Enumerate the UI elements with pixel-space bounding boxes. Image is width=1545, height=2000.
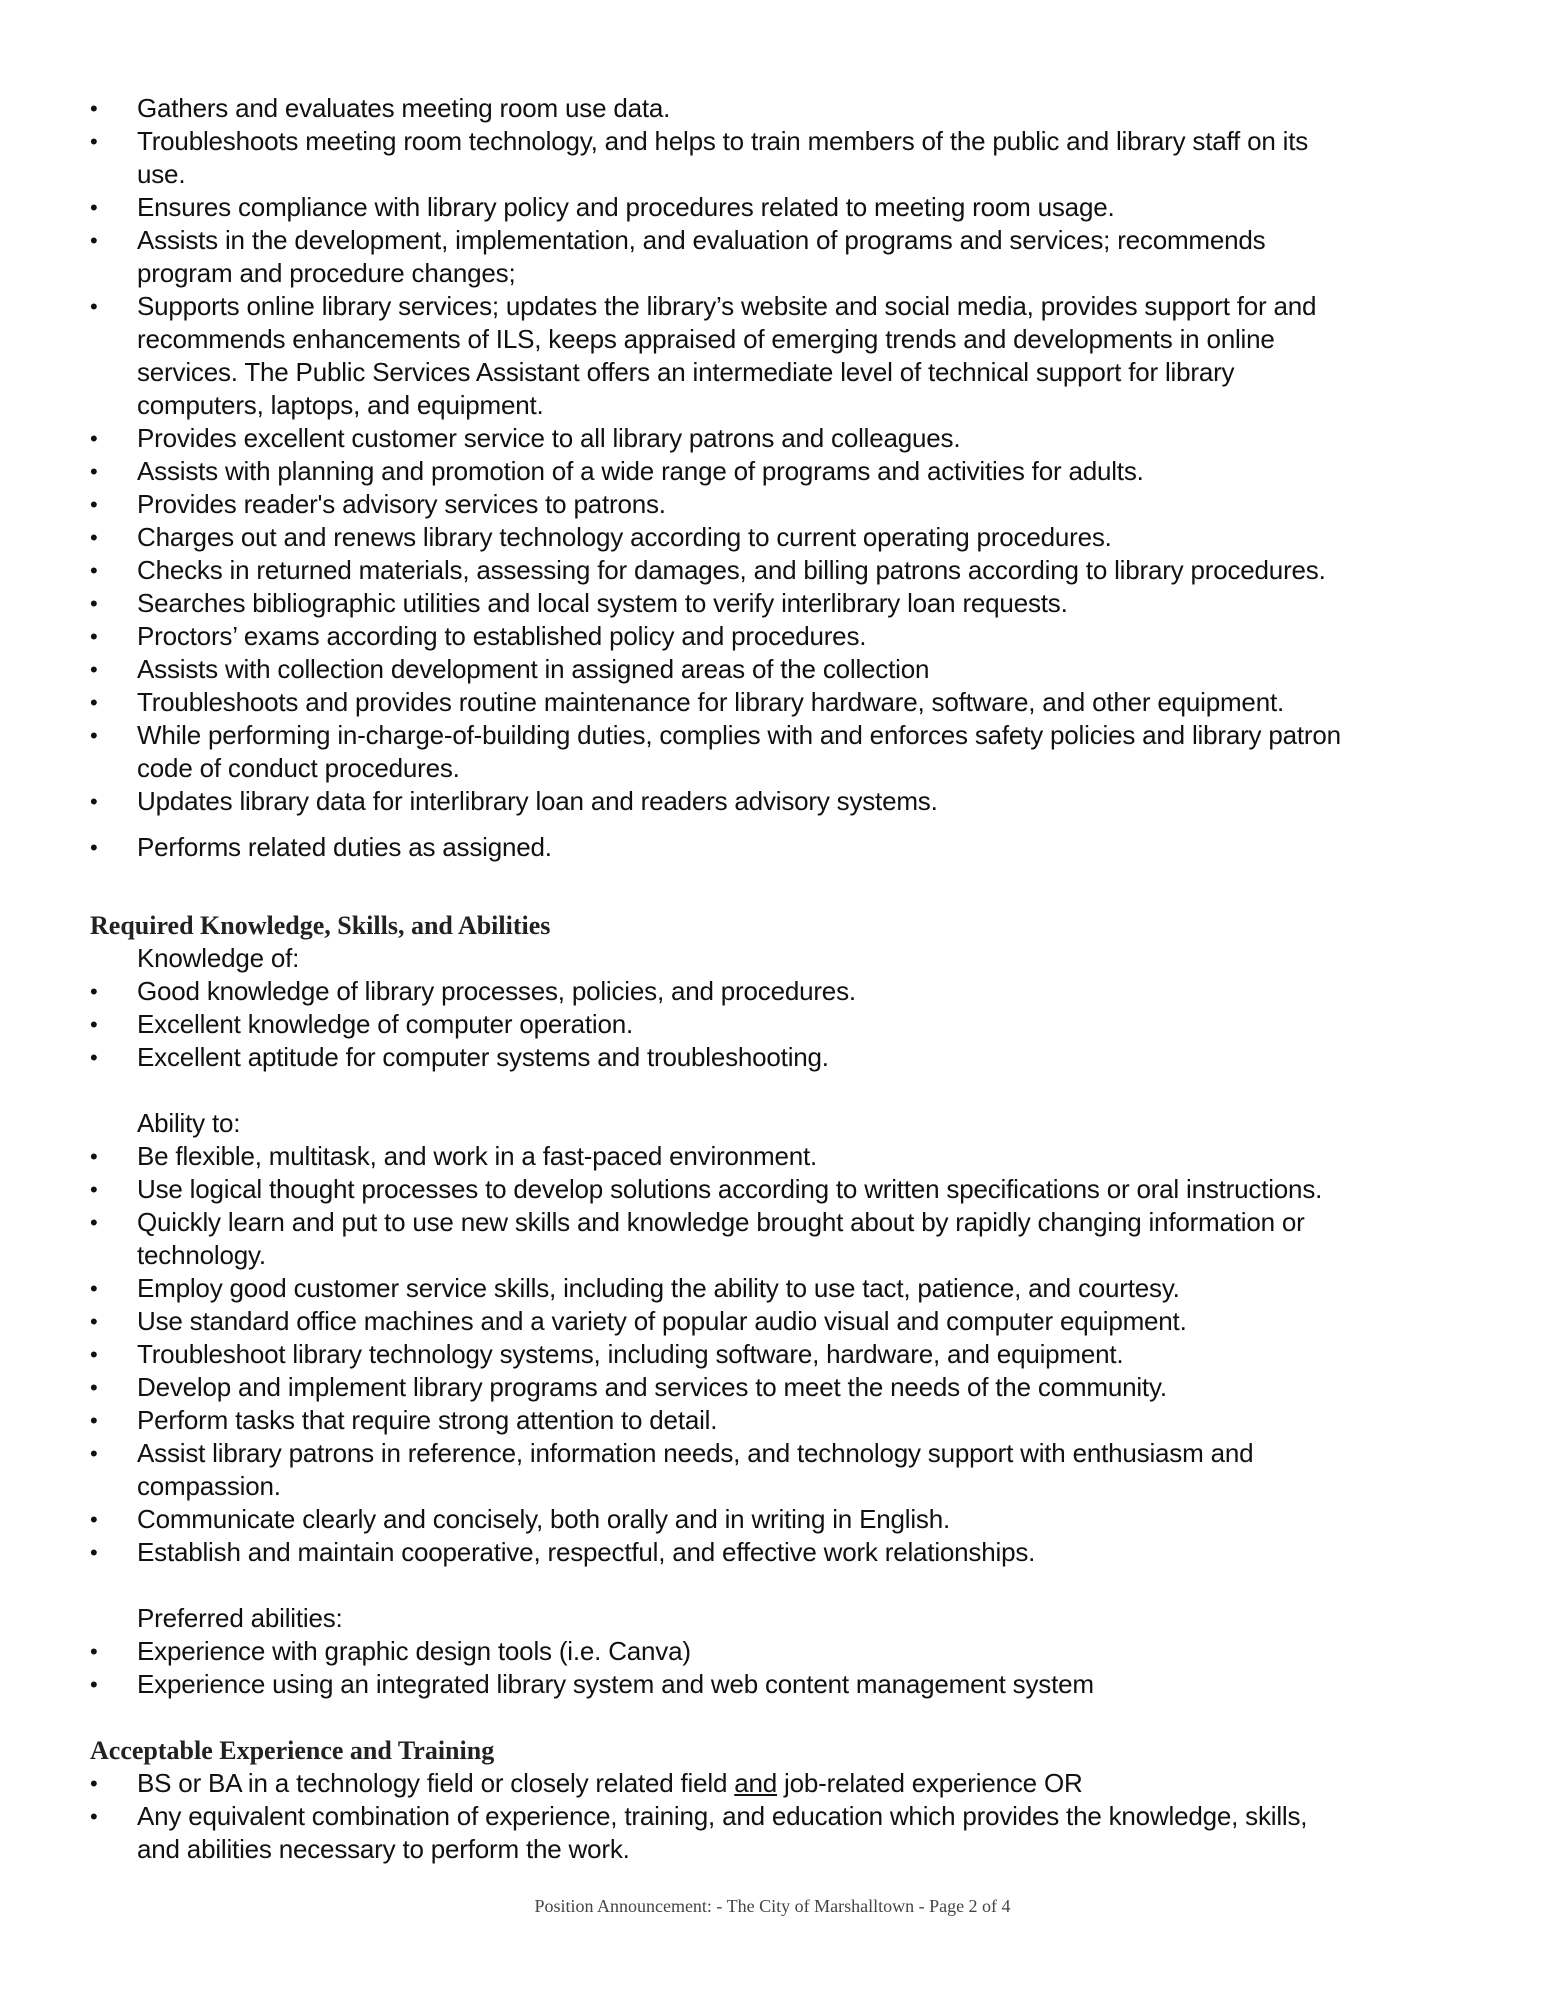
list-item-line — [0, 1041, 1545, 1074]
list-item — [0, 1437, 1545, 1503]
bullet-icon: • — [90, 1045, 98, 1070]
list-item-line — [0, 975, 1545, 1008]
list-item — [0, 1668, 1545, 1701]
list-item-text: Troubleshoot library technology systems, including software, hardware, and equipment. — [137, 1339, 1124, 1369]
list-item-text: Communicate clearly and concisely, both orally and in writing in English. — [137, 1504, 950, 1534]
bullet-icon: • — [90, 1276, 98, 1301]
list-item — [0, 587, 1545, 620]
bullet-icon: • — [90, 195, 98, 220]
list-item-text: Provides excellent customer service to all library patrons and colleagues. — [137, 423, 961, 453]
bullet-icon: • — [90, 1309, 98, 1334]
bullet-icon: • — [90, 979, 98, 1004]
list-item-line — [0, 686, 1545, 719]
bullet-icon: • — [90, 1210, 98, 1235]
list-item-text: Assists with planning and promotion of a wide range of programs and activities for adults. — [137, 456, 1144, 486]
list-item-line — [0, 1437, 1545, 1470]
list-item — [0, 975, 1545, 1008]
list-item — [0, 1371, 1545, 1404]
list-item — [0, 191, 1545, 224]
list-item — [0, 125, 1545, 191]
label-text: Knowledge of: — [137, 943, 300, 973]
list-item-text: technology. — [137, 1240, 266, 1270]
subsection-label — [0, 1107, 1545, 1140]
list-item — [0, 1503, 1545, 1536]
list-item — [0, 1767, 1545, 1800]
list-item-text: recommends enhancements of ILS, keeps appraised of emerging trends and developments in online — [137, 324, 1275, 354]
list-item-text: code of conduct procedures. — [137, 753, 460, 783]
list-item-text: Troubleshoots meeting room technology, and helps to train members of the public and library staff on its — [137, 126, 1309, 156]
list-item — [0, 831, 1545, 864]
list-item-text: Searches bibliographic utilities and local system to verify interlibrary loan requests. — [137, 588, 1068, 618]
list-item-line — [0, 1338, 1545, 1371]
list-item-text: Performs related duties as assigned. — [137, 832, 552, 862]
list-item-text: Perform tasks that require strong attention to detail. — [137, 1405, 718, 1435]
list-item-line — [0, 224, 1545, 257]
list-item-line — [0, 1305, 1545, 1338]
list-item — [0, 1008, 1545, 1041]
list-item-line — [0, 1008, 1545, 1041]
list-item-line — [0, 785, 1545, 818]
list-item-text: Assists in the development, implementation, and evaluation of programs and services; recommends — [137, 225, 1266, 255]
bullet-icon: • — [90, 1342, 98, 1367]
list-item-line — [0, 521, 1545, 554]
list-item-text: Good knowledge of library processes, policies, and procedures. — [137, 976, 856, 1006]
list-item-text: Experience with graphic design tools (i.e. Canva) — [137, 1636, 691, 1666]
list-item-text: use. — [137, 159, 186, 189]
list-item-line — [0, 1371, 1545, 1404]
bullet-icon: • — [90, 789, 98, 814]
bullet-icon: • — [90, 1012, 98, 1037]
bullet-icon: • — [90, 228, 98, 253]
list-item — [0, 1041, 1545, 1074]
list-item — [0, 290, 1545, 422]
bullet-icon: • — [90, 1672, 98, 1697]
list-item-text: services. The Public Services Assistant offers an intermediate level of technical support for library — [137, 357, 1235, 387]
bullet-icon: • — [90, 1639, 98, 1664]
list-item-line — [0, 158, 1545, 191]
list-item-line — [0, 653, 1545, 686]
section-heading: Required Knowledge, Skills, and Abilities — [90, 911, 551, 940]
list-item — [0, 1536, 1545, 1569]
bullet-icon: • — [90, 591, 98, 616]
list-item-line — [0, 620, 1545, 653]
list-item-line — [0, 1272, 1545, 1305]
list-item — [0, 92, 1545, 125]
list-item — [0, 1635, 1545, 1668]
list-item — [0, 785, 1545, 818]
bullet-icon: • — [90, 1540, 98, 1565]
list-item-line — [0, 831, 1545, 864]
bullet-icon: • — [90, 1507, 98, 1532]
list-item-line — [0, 1140, 1545, 1173]
list-item-line — [0, 1470, 1545, 1503]
list-item-line — [0, 1833, 1545, 1866]
page-footer: Position Announcement: - The City of Marshalltown - Page 2 of 4 — [534, 1896, 1011, 1916]
section-heading: Acceptable Experience and Training — [90, 1736, 495, 1765]
list-item-text: Gathers and evaluates meeting room use data. — [137, 93, 671, 123]
list-item-text: Employ good customer service skills, including the ability to use tact, patience, and courtesy. — [137, 1273, 1180, 1303]
list-item-text: compassion. — [137, 1471, 281, 1501]
text-segment: BS or BA in a technology field or closely related field — [137, 1768, 735, 1798]
list-item-line — [0, 1800, 1545, 1833]
list-item-text: Develop and implement library programs and services to meet the needs of the community. — [137, 1372, 1167, 1402]
list-item-line — [0, 719, 1545, 752]
list-item-line — [0, 1536, 1545, 1569]
underlined-text: and — [734, 1768, 778, 1798]
bullet-icon: • — [90, 525, 98, 550]
list-item-text: Establish and maintain cooperative, respectful, and effective work relationships. — [137, 1537, 1036, 1567]
list-item-text: Updates library data for interlibrary loan and readers advisory systems. — [137, 786, 938, 816]
list-item-line — [0, 1239, 1545, 1272]
list-item-line — [0, 488, 1545, 521]
bullet-icon: • — [90, 835, 98, 860]
list-item-line — [0, 92, 1545, 125]
text-segment: job-related experience OR — [777, 1768, 1083, 1798]
list-item-line — [0, 1767, 1545, 1800]
list-item — [0, 620, 1545, 653]
list-item-line — [0, 752, 1545, 785]
list-item-text: Excellent knowledge of computer operation. — [137, 1009, 634, 1039]
list-item-line — [0, 1404, 1545, 1437]
label-text: Preferred abilities: — [137, 1603, 343, 1633]
list-item-text: While performing in-charge-of-building duties, complies with and enforces safety policies and library patron — [137, 720, 1341, 750]
list-item-text: Proctors’ exams according to established policy and procedures. — [137, 621, 867, 651]
list-item-line — [0, 290, 1545, 323]
list-item — [0, 554, 1545, 587]
list-item-text: program and procedure changes; — [137, 258, 516, 288]
list-item-text: Be flexible, multitask, and work in a fast-paced environment. — [137, 1141, 818, 1171]
list-item-text: and abilities necessary to perform the work. — [137, 1834, 630, 1864]
list-item-line — [0, 455, 1545, 488]
label-text: Ability to: — [137, 1108, 241, 1138]
bullet-icon: • — [90, 624, 98, 649]
list-item-text: Provides reader's advisory services to patrons. — [137, 489, 666, 519]
list-item — [0, 686, 1545, 719]
bullet-icon: • — [90, 129, 98, 154]
list-item — [0, 1305, 1545, 1338]
bullet-icon: • — [90, 1144, 98, 1169]
list-item — [0, 1800, 1545, 1866]
list-item — [0, 1140, 1545, 1173]
list-item-line — [0, 1635, 1545, 1668]
list-item-line — [0, 356, 1545, 389]
list-item-text: Any equivalent combination of experience, training, and education which provides the knowledge, skills, — [137, 1801, 1308, 1831]
bullet-icon: • — [90, 1804, 98, 1829]
list-item — [0, 1338, 1545, 1371]
bullet-icon: • — [90, 690, 98, 715]
list-item-text: Checks in returned materials, assessing for damages, and billing patrons according to library procedures. — [137, 555, 1326, 585]
subsection-label — [0, 1602, 1545, 1635]
list-item-line — [0, 1668, 1545, 1701]
list-item-line — [0, 554, 1545, 587]
list-item-line — [0, 191, 1545, 224]
bullet-icon: • — [90, 459, 98, 484]
list-item-text: Assist library patrons in reference, information needs, and technology support with enthusiasm and — [137, 1438, 1254, 1468]
list-item-text: Troubleshoots and provides routine maintenance for library hardware, software, and other equipment. — [137, 687, 1285, 717]
list-item-line — [0, 389, 1545, 422]
list-item — [0, 488, 1545, 521]
list-item-line — [0, 587, 1545, 620]
bullet-icon: • — [90, 1771, 98, 1796]
list-item-text: Assists with collection development in assigned areas of the collection — [137, 654, 930, 684]
list-item-text: Supports online library services; updates the library’s website and social media, provides support for and — [137, 291, 1317, 321]
bullet-icon: • — [90, 1177, 98, 1202]
bullet-icon: • — [90, 426, 98, 451]
list-item-line — [0, 1206, 1545, 1239]
list-item — [0, 719, 1545, 785]
list-item-text — [137, 1767, 1083, 1800]
list-item-line — [0, 1173, 1545, 1206]
list-item — [0, 455, 1545, 488]
subsection-label — [0, 942, 1545, 975]
list-item-text: computers, laptops, and equipment. — [137, 390, 544, 420]
list-item-text: Use standard office machines and a variety of popular audio visual and computer equipment. — [137, 1306, 1187, 1336]
list-item-text: Ensures compliance with library policy and procedures related to meeting room usage. — [137, 192, 1115, 222]
list-item — [0, 1404, 1545, 1437]
list-item — [0, 1173, 1545, 1206]
document-body — [0, 92, 1545, 1866]
bullet-icon: • — [90, 1408, 98, 1433]
list-item-line — [0, 422, 1545, 455]
list-item — [0, 1206, 1545, 1272]
list-item-text: Use logical thought processes to develop solutions according to written specifications or oral instructions. — [137, 1174, 1323, 1204]
bullet-icon: • — [90, 657, 98, 682]
list-item-line — [0, 257, 1545, 290]
list-item-line — [0, 323, 1545, 356]
bullet-icon: • — [90, 96, 98, 121]
list-item — [0, 422, 1545, 455]
list-item-line — [0, 1503, 1545, 1536]
list-item-text: Charges out and renews library technology according to current operating procedures. — [137, 522, 1112, 552]
list-item — [0, 1272, 1545, 1305]
bullet-icon: • — [90, 492, 98, 517]
list-item — [0, 653, 1545, 686]
list-item-text: Quickly learn and put to use new skills and knowledge brought about by rapidly changing information or — [137, 1207, 1305, 1237]
bullet-icon: • — [90, 1441, 98, 1466]
bullet-icon: • — [90, 1375, 98, 1400]
bullet-icon: • — [90, 723, 98, 748]
bullet-icon: • — [90, 558, 98, 583]
bullet-icon: • — [90, 294, 98, 319]
list-item-text: Experience using an integrated library system and web content management system — [137, 1669, 1094, 1699]
list-item-text: Excellent aptitude for computer systems and troubleshooting. — [137, 1042, 829, 1072]
list-item-line — [0, 125, 1545, 158]
list-item — [0, 224, 1545, 290]
list-item — [0, 521, 1545, 554]
